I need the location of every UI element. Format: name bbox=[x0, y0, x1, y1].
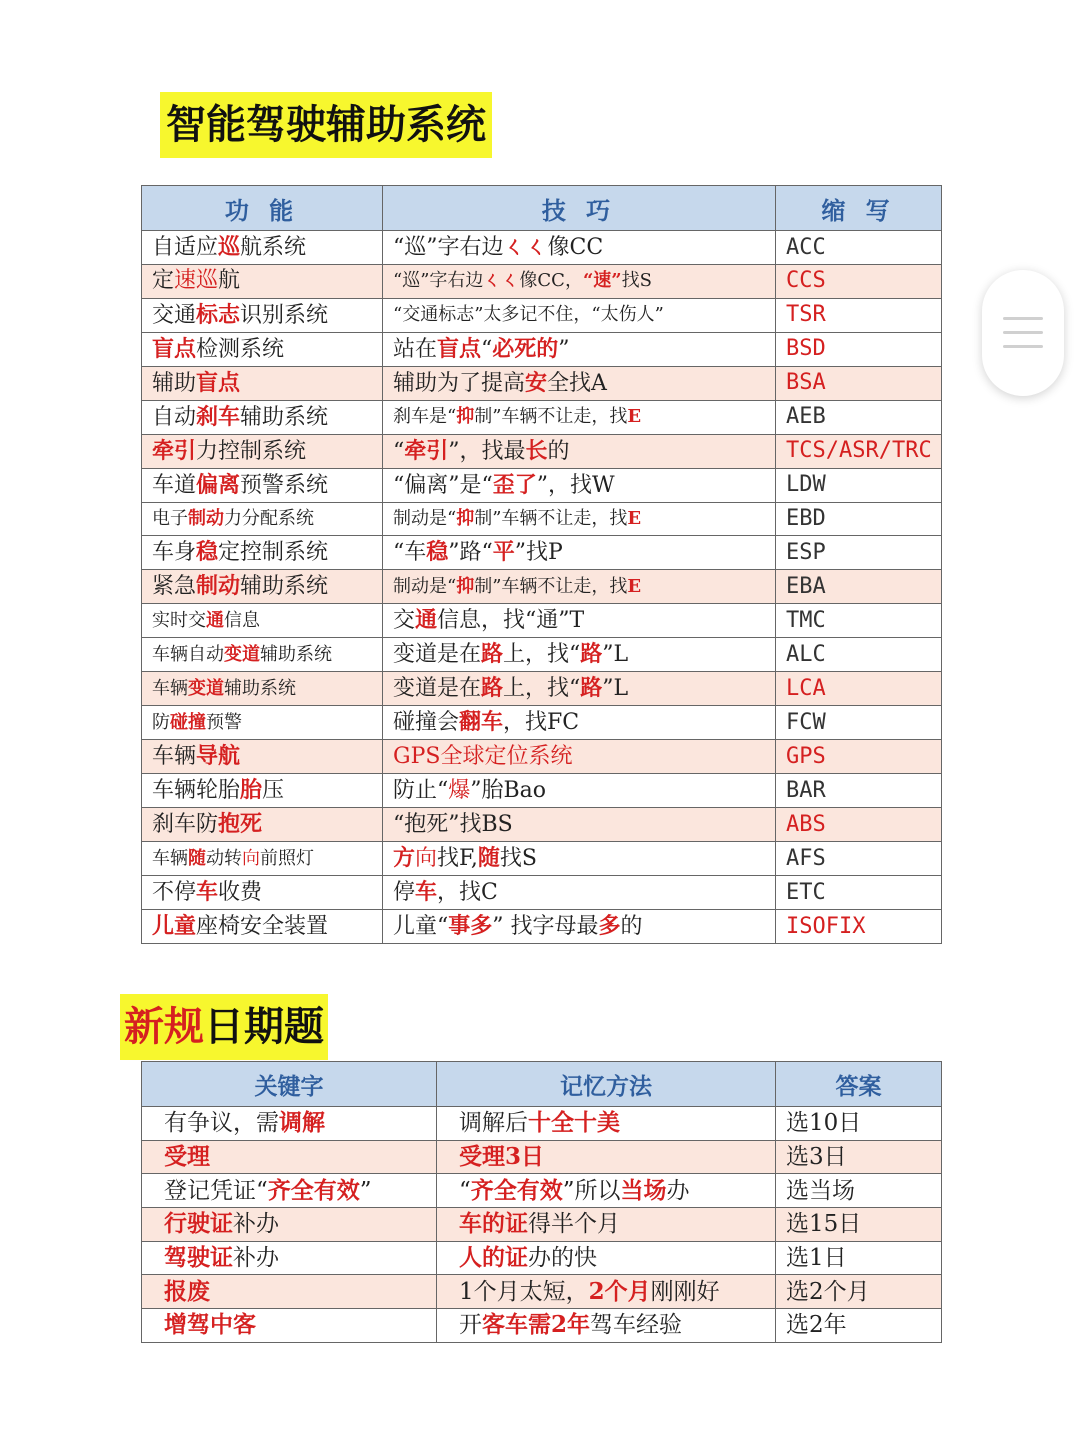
memory-method-cell bbox=[437, 1140, 776, 1174]
text-segment: 驾驶证 bbox=[164, 1244, 233, 1272]
keyword-cell bbox=[142, 1140, 437, 1174]
table-row bbox=[142, 298, 942, 332]
table-row bbox=[142, 434, 942, 468]
function-cell bbox=[142, 332, 383, 366]
text-segment: 像CC bbox=[547, 235, 604, 260]
text-segment: GPS全球定位系统 bbox=[393, 743, 573, 769]
text-segment: 路 bbox=[481, 675, 504, 702]
text-segment: 像CC， bbox=[519, 270, 583, 292]
table-row bbox=[142, 231, 942, 265]
tip-cell bbox=[383, 434, 776, 468]
text-segment: 碰撞 bbox=[170, 711, 206, 733]
text-segment: 安 bbox=[525, 369, 548, 396]
keyword-cell bbox=[142, 1275, 437, 1309]
text-segment: 辅助系统 bbox=[224, 677, 296, 699]
function-cell bbox=[142, 366, 383, 400]
table-row bbox=[142, 265, 942, 299]
text-segment: 向 bbox=[415, 846, 438, 872]
text-segment: 上，找“ bbox=[503, 642, 581, 668]
text-segment: 变道 bbox=[188, 677, 224, 699]
adas-table bbox=[141, 185, 942, 944]
text-segment: 车 bbox=[196, 879, 219, 906]
text-segment: ”路“ bbox=[448, 540, 493, 566]
abbreviation-cell: FCW bbox=[776, 706, 942, 740]
text-segment: 必死的 bbox=[492, 335, 559, 362]
function-cell bbox=[142, 774, 383, 808]
function-cell bbox=[142, 570, 383, 604]
text-segment: 牵引 bbox=[404, 437, 449, 464]
text-segment: 抑 bbox=[456, 406, 475, 428]
text-segment: 辅助系统 bbox=[240, 404, 329, 430]
table-header-row bbox=[142, 1062, 942, 1107]
text-segment: 航系统 bbox=[240, 235, 307, 260]
text-segment: 制”车辆不让走，找 bbox=[474, 406, 628, 428]
abbreviation-cell: ESP bbox=[776, 536, 942, 570]
text-segment: 调解 bbox=[279, 1109, 325, 1137]
text-segment: 刚刚好 bbox=[650, 1278, 720, 1305]
text-segment: 刹车防 bbox=[152, 812, 219, 838]
text-segment: 偏离 bbox=[196, 471, 241, 498]
text-segment: 多 bbox=[598, 913, 621, 940]
handle-line bbox=[1003, 331, 1043, 334]
abbreviation-cell: ACC bbox=[776, 231, 942, 265]
tip-cell bbox=[383, 231, 776, 265]
abbreviation-cell: AFS bbox=[776, 842, 942, 876]
abbreviation-cell: GPS bbox=[776, 740, 942, 774]
text-segment: 前照灯 bbox=[260, 847, 314, 869]
abbreviation-cell: TSR bbox=[776, 298, 942, 332]
keyword-cell bbox=[142, 1174, 437, 1208]
header-tip: 技 巧 bbox=[383, 186, 776, 231]
text-segment: 制”车辆不让走，找 bbox=[474, 575, 628, 597]
text-segment: 车辆轮胎 bbox=[152, 778, 241, 804]
handle-line bbox=[1003, 345, 1043, 348]
text-segment: 驾车经验 bbox=[590, 1312, 683, 1339]
text-segment: “ bbox=[393, 438, 405, 464]
text-segment: “巡”字右边 bbox=[393, 270, 484, 292]
table-row bbox=[142, 1174, 942, 1208]
tip-cell bbox=[383, 604, 776, 638]
text-segment: 制动 bbox=[196, 573, 241, 600]
text-segment: 2个月 bbox=[588, 1277, 651, 1305]
text-segment: ”胎Bao bbox=[470, 777, 547, 803]
text-segment: 车辆 bbox=[152, 744, 197, 770]
tip-cell bbox=[383, 740, 776, 774]
section-title-dates bbox=[120, 994, 328, 1060]
tip-cell bbox=[383, 706, 776, 740]
text-segment: ” bbox=[558, 336, 570, 362]
text-segment: 增驾中客 bbox=[164, 1311, 256, 1339]
text-segment: 车 bbox=[415, 879, 438, 906]
text-segment: 自适应 bbox=[152, 235, 219, 260]
text-segment: 压 bbox=[262, 778, 285, 804]
section-title-adas: 智能驾驶辅助系统 bbox=[160, 92, 492, 158]
text-segment: 路 bbox=[481, 641, 504, 668]
text-segment: 平 bbox=[492, 539, 515, 566]
table-row bbox=[142, 604, 942, 638]
text-segment: “速” bbox=[582, 270, 622, 292]
text-segment: 车的证 bbox=[459, 1210, 528, 1238]
text-segment: 制动 bbox=[188, 508, 224, 530]
text-segment: 刹车 bbox=[196, 403, 241, 430]
text-segment: 长 bbox=[525, 437, 548, 464]
memory-method-cell bbox=[437, 1275, 776, 1309]
text-segment: 全找A bbox=[547, 370, 607, 396]
abbreviation-cell: LCA bbox=[776, 672, 942, 706]
function-cell bbox=[142, 672, 383, 706]
text-segment: “车 bbox=[393, 540, 427, 566]
text-segment: 受理 bbox=[164, 1143, 210, 1171]
text-segment: 速 bbox=[174, 268, 197, 294]
text-segment: 制”车辆不让走，找 bbox=[474, 508, 628, 530]
text-segment: 路 bbox=[580, 641, 603, 668]
function-cell bbox=[142, 910, 383, 944]
text-segment: ㄑㄑ bbox=[503, 234, 548, 260]
table-row bbox=[142, 740, 942, 774]
text-segment: 得半个月 bbox=[528, 1211, 620, 1238]
text-segment: 变道 bbox=[224, 643, 260, 665]
table-row bbox=[142, 468, 942, 502]
table-row bbox=[142, 1275, 942, 1309]
text-segment: 开 bbox=[459, 1312, 482, 1339]
handle-line bbox=[1003, 317, 1043, 320]
text-segment: 动转 bbox=[206, 847, 242, 869]
tip-cell bbox=[383, 536, 776, 570]
keyword-cell bbox=[142, 1107, 437, 1141]
answer-cell: 选2年 bbox=[776, 1309, 942, 1343]
text-segment: 上，找“ bbox=[503, 676, 581, 702]
text-segment: 抑 bbox=[456, 508, 475, 530]
memory-method-cell bbox=[437, 1174, 776, 1208]
text-segment: 防止“ bbox=[393, 777, 449, 803]
tip-cell bbox=[383, 468, 776, 502]
text-segment: 巡 bbox=[218, 234, 241, 260]
text-segment: 定控制系统 bbox=[218, 540, 329, 566]
function-cell bbox=[142, 740, 383, 774]
header-memory-method: 记忆方法 bbox=[437, 1062, 776, 1107]
function-cell bbox=[142, 604, 383, 638]
text-segment: 受理3日 bbox=[459, 1143, 545, 1171]
function-cell bbox=[142, 842, 383, 876]
text-segment: 找F, bbox=[437, 846, 478, 872]
header-keyword: 关键字 bbox=[142, 1062, 437, 1107]
text-segment: 站在 bbox=[393, 336, 438, 362]
function-cell bbox=[142, 536, 383, 570]
text-segment: E bbox=[627, 406, 642, 428]
tip-cell bbox=[383, 876, 776, 910]
text-segment: 通 bbox=[206, 609, 224, 631]
abbreviation-cell: ISOFIX bbox=[776, 910, 942, 944]
text-segment: 当场 bbox=[620, 1176, 667, 1204]
table-row bbox=[142, 1208, 942, 1242]
table-row bbox=[142, 502, 942, 536]
abbreviation-cell: EBA bbox=[776, 570, 942, 604]
answer-cell: 选1日 bbox=[776, 1241, 942, 1275]
answer-cell: 选10日 bbox=[776, 1107, 942, 1141]
tip-cell bbox=[383, 400, 776, 434]
text-segment: 力分配系统 bbox=[224, 508, 314, 530]
text-segment: 事多 bbox=[448, 913, 493, 940]
abbreviation-cell: ALC bbox=[776, 638, 942, 672]
text-segment: 紧急 bbox=[152, 574, 197, 600]
function-cell bbox=[142, 400, 383, 434]
tip-cell bbox=[383, 366, 776, 400]
table-row bbox=[142, 400, 942, 434]
function-cell bbox=[142, 502, 383, 536]
table-row bbox=[142, 706, 942, 740]
tip-cell bbox=[383, 298, 776, 332]
side-scroll-handle[interactable] bbox=[982, 270, 1064, 396]
text-segment: 制动是“ bbox=[393, 575, 457, 597]
text-segment: ” 找字母最 bbox=[492, 914, 599, 940]
text-segment: ，找C bbox=[437, 880, 498, 906]
abbreviation-cell: ETC bbox=[776, 876, 942, 910]
tip-cell bbox=[383, 502, 776, 536]
text-segment: 识别系统 bbox=[240, 302, 329, 328]
text-segment: 的 bbox=[547, 438, 570, 464]
text-segment: 路 bbox=[580, 675, 603, 702]
text-segment: 预警 bbox=[206, 711, 242, 733]
tip-cell bbox=[383, 672, 776, 706]
table-header-row bbox=[142, 186, 942, 231]
text-segment: 变道是在 bbox=[393, 642, 482, 668]
text-segment: 办 bbox=[666, 1177, 690, 1204]
text-segment: 胎 bbox=[240, 777, 263, 804]
text-segment: “抱死”找BS bbox=[393, 811, 513, 837]
text-segment: 交 bbox=[393, 608, 416, 634]
text-segment: “巡”字右边 bbox=[393, 235, 504, 260]
text-segment: 稳 bbox=[196, 539, 219, 566]
text-segment: 翻车 bbox=[459, 709, 504, 736]
text-segment: 随 bbox=[188, 847, 206, 869]
text-segment: 预警系统 bbox=[240, 472, 329, 498]
text-segment: 行驶证 bbox=[164, 1210, 233, 1238]
header-abbreviation: 缩 写 bbox=[776, 186, 942, 231]
function-cell bbox=[142, 706, 383, 740]
table-row bbox=[142, 332, 942, 366]
text-segment: 补办 bbox=[233, 1211, 279, 1238]
keyword-cell bbox=[142, 1309, 437, 1343]
text-segment: ”找P bbox=[514, 540, 563, 566]
text-segment: 车辆 bbox=[152, 847, 188, 869]
text-segment: 盲点 bbox=[437, 335, 482, 362]
text-segment: 信息 bbox=[224, 609, 260, 631]
text-segment: 找S bbox=[621, 270, 653, 292]
text-segment: 人的证 bbox=[459, 1244, 528, 1272]
text-segment: 齐全有效 bbox=[267, 1176, 360, 1204]
text-segment: ”，找最 bbox=[448, 438, 526, 464]
text-segment: “ bbox=[459, 1177, 471, 1204]
tip-cell bbox=[383, 842, 776, 876]
table-row bbox=[142, 1241, 942, 1275]
text-segment: 报废 bbox=[164, 1277, 210, 1305]
text-segment: 车身 bbox=[152, 540, 197, 566]
text-segment: 辅助为了提高 bbox=[393, 370, 526, 396]
tip-cell bbox=[383, 332, 776, 366]
text-segment: 儿童“ bbox=[393, 914, 449, 940]
abbreviation-cell: TMC bbox=[776, 604, 942, 638]
memory-method-cell bbox=[437, 1208, 776, 1242]
answer-cell: 选3日 bbox=[776, 1140, 942, 1174]
tip-cell bbox=[383, 570, 776, 604]
text-segment: E bbox=[627, 508, 642, 530]
text-segment: 交通 bbox=[152, 302, 197, 328]
text-segment: ”所以 bbox=[562, 1177, 621, 1204]
text-segment: “交通标志”太多记不住，“太伤人” bbox=[393, 304, 664, 326]
table-row bbox=[142, 570, 942, 604]
text-segment: 标志 bbox=[196, 301, 241, 328]
keyword-cell bbox=[142, 1208, 437, 1242]
text-segment: ”L bbox=[602, 676, 629, 702]
table-row bbox=[142, 876, 942, 910]
abbreviation-cell: ABS bbox=[776, 808, 942, 842]
function-cell bbox=[142, 298, 383, 332]
table-row bbox=[142, 842, 942, 876]
text-segment: 登记凭证“ bbox=[164, 1177, 268, 1204]
text-segment: 辅助系统 bbox=[260, 643, 332, 665]
abbreviation-cell: BAR bbox=[776, 774, 942, 808]
date-table bbox=[141, 1061, 942, 1343]
text-segment: 信息，找“通”T bbox=[437, 608, 585, 634]
text-segment: 调解后 bbox=[459, 1110, 528, 1137]
text-segment: ，找FC bbox=[503, 710, 580, 736]
abbreviation-cell: TCS/ASR/TRC bbox=[776, 434, 942, 468]
text-segment: “ bbox=[481, 336, 493, 362]
text-segment: 办的快 bbox=[528, 1245, 597, 1272]
text-segment: 方 bbox=[393, 845, 416, 872]
text-segment: 辅助 bbox=[152, 370, 197, 396]
abbreviation-cell: BSD bbox=[776, 332, 942, 366]
text-segment: 稳 bbox=[426, 539, 449, 566]
memory-method-cell bbox=[437, 1309, 776, 1343]
answer-cell: 选当场 bbox=[776, 1174, 942, 1208]
text-segment: 儿童 bbox=[152, 913, 197, 940]
title-red-part: 新规 bbox=[124, 1004, 204, 1050]
text-segment: 收费 bbox=[218, 880, 263, 906]
text-segment: 力控制系统 bbox=[196, 438, 307, 464]
function-cell bbox=[142, 434, 383, 468]
text-segment: 自动 bbox=[152, 404, 197, 430]
table-row bbox=[142, 638, 942, 672]
text-segment: 的 bbox=[620, 914, 643, 940]
tip-cell bbox=[383, 265, 776, 299]
function-cell bbox=[142, 265, 383, 299]
function-cell bbox=[142, 808, 383, 842]
text-segment: 电子 bbox=[152, 508, 188, 530]
abbreviation-cell: CCS bbox=[776, 265, 942, 299]
text-segment: ㄑㄑ bbox=[483, 270, 520, 292]
keyword-cell bbox=[142, 1241, 437, 1275]
text-segment: 碰撞会 bbox=[393, 710, 460, 736]
text-segment: 抑 bbox=[456, 575, 475, 597]
text-segment: 刹车是“ bbox=[393, 406, 457, 428]
text-segment: ”，找W bbox=[536, 472, 615, 498]
text-segment: 歪了 bbox=[492, 471, 537, 498]
function-cell bbox=[142, 876, 383, 910]
text-segment: 导航 bbox=[196, 743, 241, 770]
text-segment: 定 bbox=[152, 268, 175, 294]
text-segment: 找S bbox=[499, 846, 537, 872]
text-segment: 检测系统 bbox=[196, 336, 285, 362]
text-segment: 不停 bbox=[152, 880, 197, 906]
text-segment: 停 bbox=[393, 880, 416, 906]
text-segment: 有争议，需 bbox=[164, 1110, 279, 1137]
text-segment: ” bbox=[359, 1177, 372, 1204]
text-segment: 实时交 bbox=[152, 609, 206, 631]
table-row bbox=[142, 910, 942, 944]
header-answer: 答案 bbox=[776, 1062, 942, 1107]
text-segment: 航 bbox=[218, 268, 241, 294]
memory-method-cell bbox=[437, 1241, 776, 1275]
table-row bbox=[142, 774, 942, 808]
text-segment: 车辆自动 bbox=[152, 643, 224, 665]
text-segment: E bbox=[627, 575, 642, 597]
text-segment: 盲点 bbox=[152, 335, 197, 362]
text-segment: 制动是“ bbox=[393, 508, 457, 530]
text-segment: 座椅安全装置 bbox=[196, 914, 329, 940]
text-segment: 齐全有效 bbox=[470, 1176, 563, 1204]
text-segment: 牵引 bbox=[152, 437, 197, 464]
text-segment: 随 bbox=[477, 845, 500, 872]
title-black-part: 日期题 bbox=[204, 1004, 324, 1050]
text-segment: 爆 bbox=[448, 777, 471, 803]
table-row bbox=[142, 1107, 942, 1141]
function-cell bbox=[142, 231, 383, 265]
abbreviation-cell: BSA bbox=[776, 366, 942, 400]
text-segment: 车道 bbox=[152, 472, 197, 498]
table-row bbox=[142, 1140, 942, 1174]
tip-cell bbox=[383, 910, 776, 944]
abbreviation-cell: AEB bbox=[776, 400, 942, 434]
text-segment: 十全十美 bbox=[528, 1109, 620, 1137]
abbreviation-cell: LDW bbox=[776, 468, 942, 502]
table-row bbox=[142, 672, 942, 706]
function-cell bbox=[142, 468, 383, 502]
text-segment: 辅助系统 bbox=[240, 574, 329, 600]
text-segment: 巡 bbox=[196, 268, 219, 294]
answer-cell: 选2个月 bbox=[776, 1275, 942, 1309]
text-segment: ”L bbox=[602, 642, 629, 668]
text-segment: 通 bbox=[415, 607, 438, 634]
answer-cell: 选15日 bbox=[776, 1208, 942, 1242]
abbreviation-cell: EBD bbox=[776, 502, 942, 536]
text-segment: 盲点 bbox=[196, 369, 241, 396]
table-row bbox=[142, 1309, 942, 1343]
table-row bbox=[142, 366, 942, 400]
table-row bbox=[142, 808, 942, 842]
text-segment: 抱死 bbox=[218, 811, 263, 838]
text-segment: 变道是在 bbox=[393, 676, 482, 702]
text-segment: 向 bbox=[242, 847, 260, 869]
text-segment: “偏离”是“ bbox=[393, 472, 493, 498]
text-segment: 客车需2年 bbox=[482, 1311, 591, 1339]
table-row bbox=[142, 536, 942, 570]
memory-method-cell bbox=[437, 1107, 776, 1141]
tip-cell bbox=[383, 638, 776, 672]
text-segment: 车辆 bbox=[152, 677, 188, 699]
header-function: 功 能 bbox=[142, 186, 383, 231]
text-segment: 补办 bbox=[233, 1245, 279, 1272]
text-segment: 防 bbox=[152, 711, 170, 733]
tip-cell bbox=[383, 808, 776, 842]
tip-cell bbox=[383, 774, 776, 808]
text-segment: 1个月太短， bbox=[459, 1278, 589, 1305]
function-cell bbox=[142, 638, 383, 672]
